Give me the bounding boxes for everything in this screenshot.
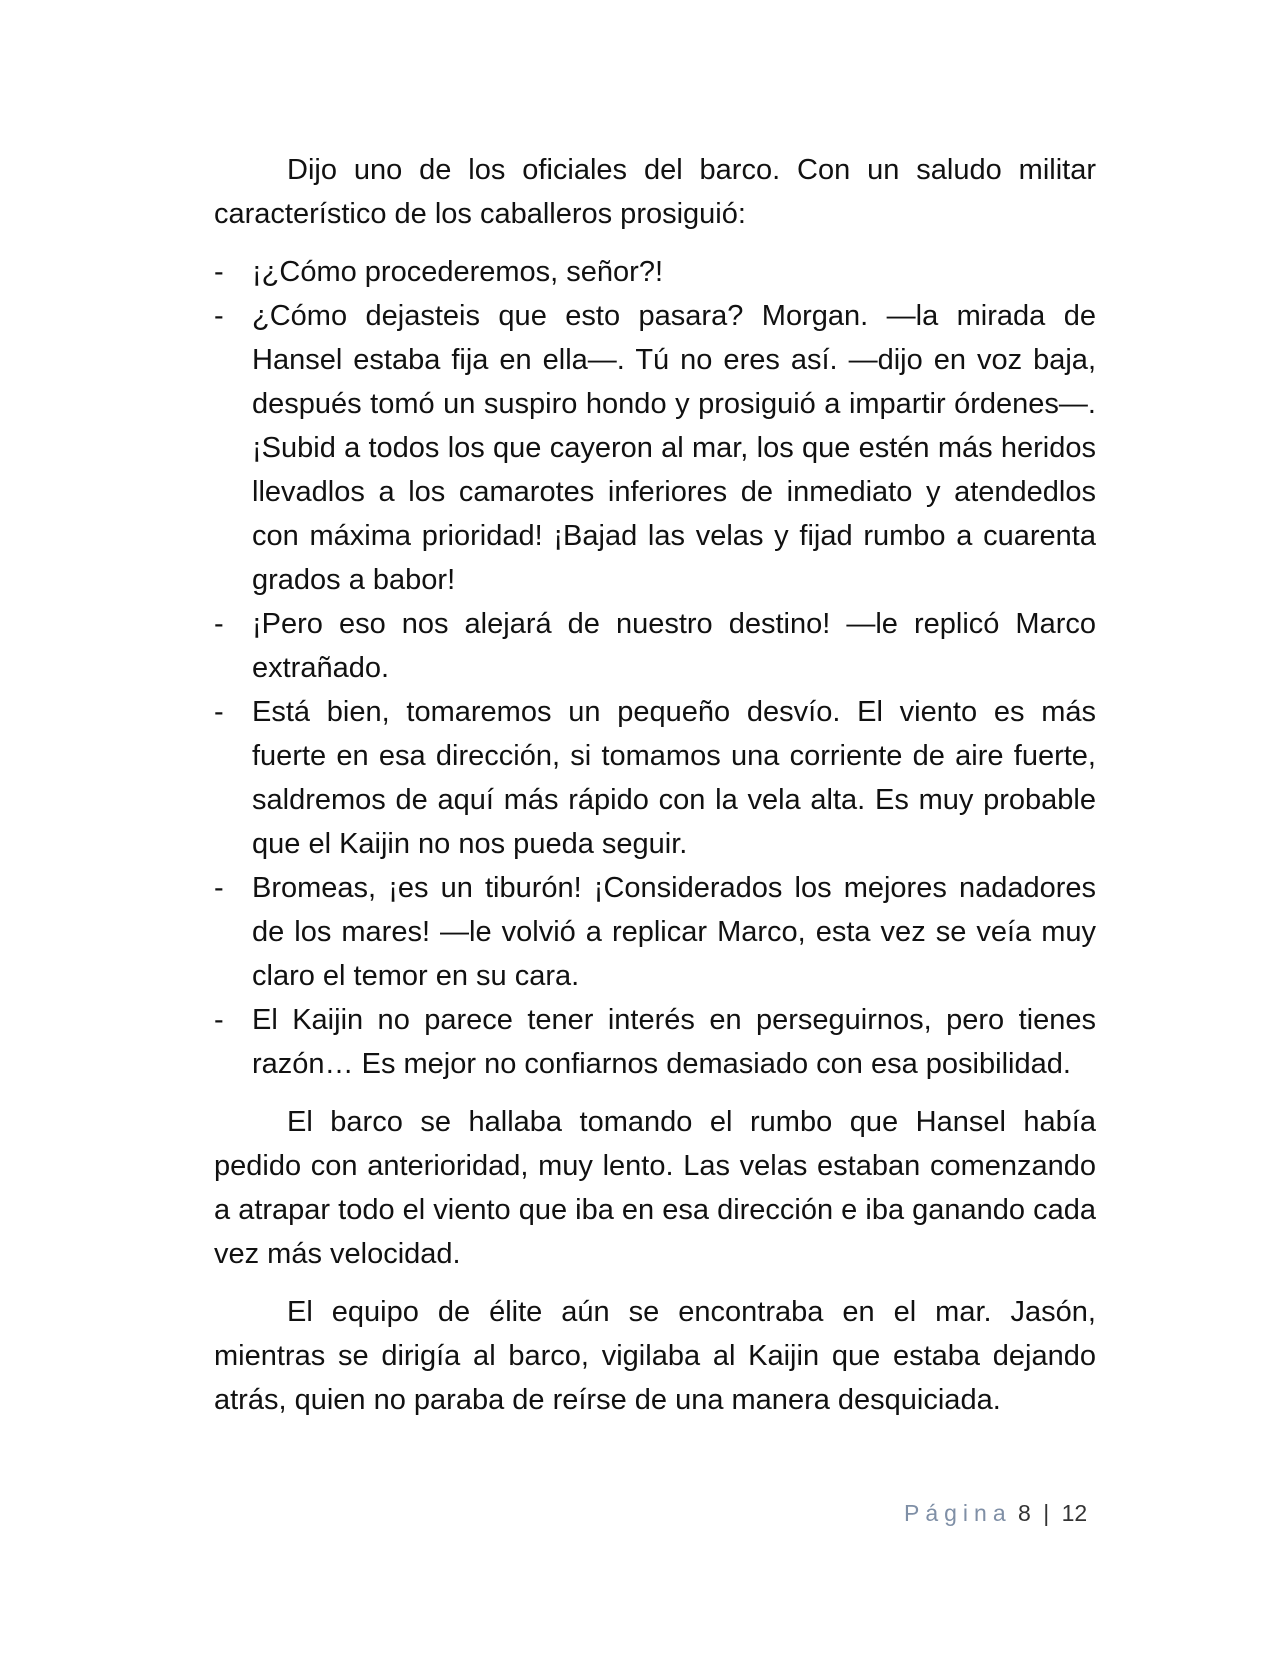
page-label: Página	[904, 1500, 1012, 1526]
dialogue-line	[214, 998, 1096, 1086]
dialogue-text: Bromeas, ¡es un tiburón! ¡Considerados los mejores nadadores de los mares! —le volvió a replicar Marco, esta vez se veía muy claro el temor en su cara.	[252, 872, 1096, 992]
page-total: 12	[1061, 1500, 1088, 1526]
dialogue-dash: -	[214, 300, 224, 332]
dialogue-list	[214, 250, 1096, 1086]
dialogue-text: ¡¿Cómo procederemos, señor?!	[252, 256, 663, 288]
dialogue-line	[214, 250, 1096, 294]
dialogue-dash: -	[214, 1004, 224, 1036]
page-number: 8	[1018, 1500, 1031, 1526]
page-body	[214, 148, 1096, 1422]
dialogue-line	[214, 690, 1096, 866]
dialogue-text: Está bien, tomaremos un pequeño desvío. El viento es más fuerte en esa dirección, si tomamos una corriente de aire fuerte, saldremos de aquí más rápido con la vela alta. Es muy probable que el Kaijin no nos pueda seguir.	[252, 696, 1096, 860]
dialogue-text: El Kaijin no parece tener interés en perseguirnos, pero tienes razón… Es mejor no confiarnos demasiado con esa posibilidad.	[252, 1004, 1096, 1080]
dialogue-dash: -	[214, 872, 224, 904]
page-footer	[904, 1498, 1087, 1528]
paragraph-elite-team: El equipo de élite aún se encontraba en el mar. Jasón, mientras se dirigía al barco, vigilaba al Kaijin que estaba dejando atrás, quien no paraba de reírse de una manera desquiciada.	[214, 1296, 1096, 1416]
paragraph-intro: Dijo uno de los oficiales del barco. Con un saludo militar característico de los caballeros prosiguió:	[214, 154, 1096, 230]
page-separator: |	[1043, 1500, 1050, 1526]
dialogue-dash: -	[214, 608, 224, 640]
dialogue-line	[214, 294, 1096, 602]
dialogue-dash: -	[214, 696, 224, 728]
paragraph-ship: El barco se hallaba tomando el rumbo que Hansel había pedido con anterioridad, muy lento. Las velas estaban comenzando a atrapar todo el viento que iba en esa dirección e iba ganando cada vez más velocidad.	[214, 1106, 1096, 1270]
dialogue-text: ¿Cómo dejasteis que esto pasara? Morgan. —la mirada de Hansel estaba fija en ella—. Tú no eres así. —dijo en voz baja, después tomó un suspiro hondo y prosiguió a impartir órdenes—. ¡Subid a todos los que cayeron al mar, los que estén más heridos llevadlos a los camarotes inferiores de inmediato y atendedlos con máxima prioridad! ¡Bajad las velas y fijad rumbo a cuarenta grados a babor!	[252, 300, 1096, 596]
dialogue-text: ¡Pero eso nos alejará de nuestro destino! —le replicó Marco extrañado.	[252, 608, 1096, 684]
dialogue-line	[214, 602, 1096, 690]
dialogue-line	[214, 866, 1096, 998]
dialogue-dash: -	[214, 256, 224, 288]
